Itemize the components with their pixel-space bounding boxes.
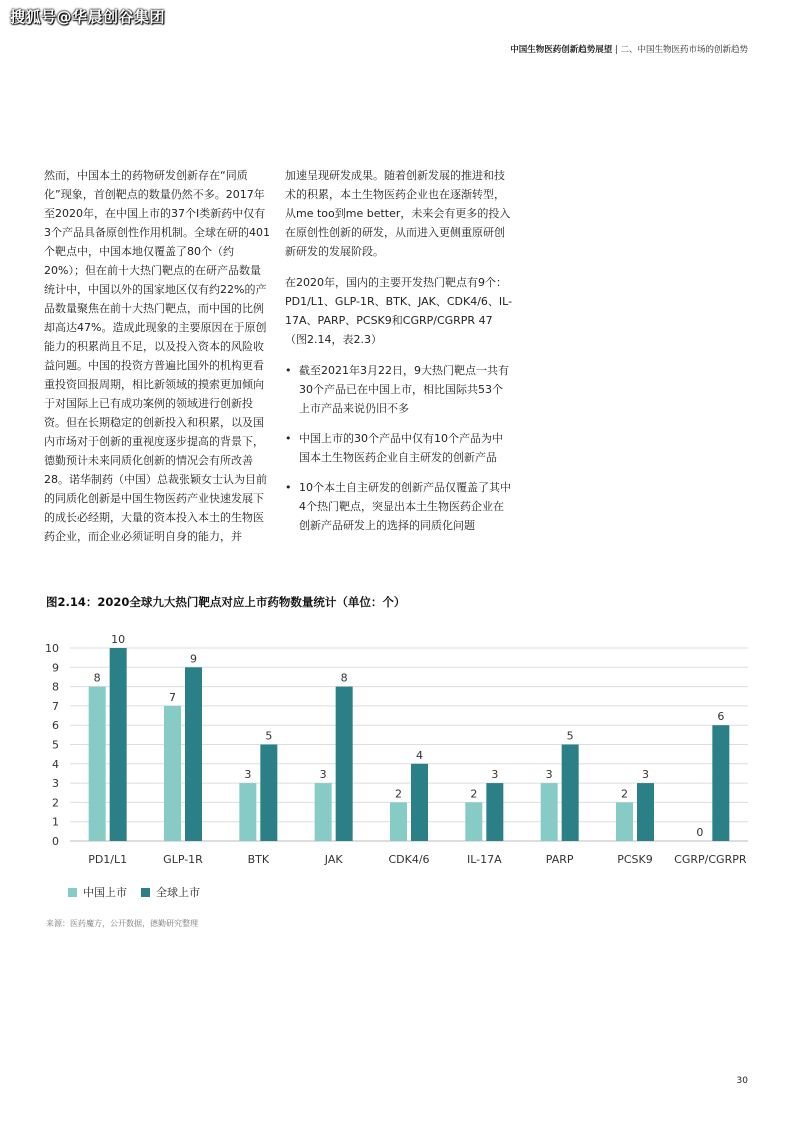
- x-tick-label: PARP: [545, 853, 574, 866]
- y-tick-label: 5: [52, 738, 59, 752]
- page-number: 30: [736, 1076, 748, 1086]
- bar-global: [562, 745, 579, 842]
- left-paragraph: 然而，中国本土的药物研发创新存在“同质化”现象，首创靶点的数量仍然不多。2017年至2020年，在中国上市的37个I类新药中仅有3个产品具备原创性作用机制。全球在研的401个靶点中，中国本地仅覆盖了80个（约20%）；但在前十大热门靶点的在研产品数量统计中，中国以外的国家地区仅有约22%的产品数量聚焦在前十大热门靶点，而中国的比例却高达47%。造成此现象的主要原因在于原创能力的积累尚且不足，以及投入资本的风险收益问题。中国的投资方普遍比国外的机构更看重投资回报周期，相比新领域的摸索更加倾向于对国际上已有成功案例的领域进行创新投资。但在长期稳定的创新投入和积累，以及国内市场对于创新的重视度逐步提高的背景下，德勤预计未来同质化创新的情况会有所改善28。诺华制药（中国）总裁张颖女士认为目前的同质化创新是中国生物医药产业快速发展下的成长必经期，大量的资本投入本土的生物医药企业，而企业必须证明自身的能力，并: [44, 169, 270, 543]
- data-label: 5: [566, 729, 574, 743]
- x-tick-label: GLP-1R: [163, 853, 203, 866]
- bar-global: [185, 667, 202, 841]
- y-tick-label: 2: [52, 796, 59, 810]
- data-label: 3: [545, 768, 553, 782]
- legend-item-global: [141, 884, 200, 900]
- y-tick-label: 8: [52, 680, 59, 694]
- y-tick-label: 6: [52, 719, 59, 733]
- y-tick-label: 3: [52, 777, 59, 791]
- legend-swatch-china: [68, 888, 77, 897]
- bar-global: [110, 648, 127, 841]
- data-label: 4: [416, 748, 423, 762]
- legend-item-china: [68, 884, 127, 900]
- bar-china: [164, 706, 181, 841]
- bar-china: [616, 802, 633, 841]
- legend-swatch-global: [141, 888, 150, 897]
- data-label: 0: [696, 826, 704, 839]
- source-note: 来源：医药魔方，公开数据，德勤研究整理: [46, 919, 198, 928]
- data-label: 3: [319, 768, 327, 782]
- running-header: [510, 43, 748, 55]
- y-tick-label: 9: [52, 661, 59, 675]
- data-label: 8: [93, 671, 101, 685]
- bar-global: [260, 745, 277, 842]
- bar-china: [315, 783, 332, 841]
- legend-label-global: 全球上市: [156, 886, 200, 899]
- data-label: 8: [340, 671, 348, 685]
- bullet-list: [285, 361, 513, 535]
- data-label: 2: [621, 787, 628, 801]
- header-section: 二、中国生物医药市场的创新趋势: [620, 45, 748, 55]
- x-tick-label: CDK4/6: [388, 853, 430, 866]
- bar-global: [486, 783, 503, 841]
- header-title: 中国生物医药创新趋势展望: [510, 45, 613, 55]
- bullet-item: • 截至2021年3月22日，9大热门靶点一共有30个产品已在中国上市，相比国际共53个上市产品来说仍旧不多: [285, 361, 513, 418]
- data-label: 7: [169, 690, 176, 704]
- left-column: [44, 166, 270, 558]
- x-tick-label: BTK: [247, 853, 270, 866]
- data-label: 10: [111, 633, 126, 646]
- bar-global: [336, 687, 353, 841]
- y-tick-label: 10: [45, 642, 59, 655]
- data-label: 3: [491, 768, 499, 782]
- chart-legend: [68, 884, 200, 900]
- data-label: 5: [265, 729, 273, 743]
- bar-global: [637, 783, 654, 841]
- x-tick-label: PCSK9: [617, 853, 653, 866]
- x-tick-label: IL-17A: [466, 853, 502, 866]
- right-paragraph-1: 加速呈现研发成果。随着创新发展的推进和技术的积累，本土生物医药企业也在逐渐转型，从me too到me better，未来会有更多的投入在原创性创新的研发，从而进入更侧重原研创新研发的发展阶段。: [285, 169, 511, 258]
- data-label: 3: [642, 768, 649, 782]
- data-label: 9: [190, 652, 197, 666]
- right-paragraph-2: 在2020年，国内的主要开发热门靶点有9个：PD1/L1、GLP-1R、BTK、JAK、CDK4/6、IL-17A、PARP、PCSK9和CGRP/CGRPR 47（图2.14，表2.3）: [285, 276, 513, 346]
- bar-chart: [40, 620, 760, 875]
- y-tick-label: 1: [52, 815, 59, 829]
- bar-china: [541, 783, 558, 841]
- bullet-item: • 中国上市的30个产品中仅有10个产品为中国本土生物医药企业自主研发的创新产品: [285, 429, 513, 467]
- data-label: 2: [395, 787, 402, 801]
- bar-global: [411, 764, 428, 841]
- data-label: 2: [470, 787, 478, 801]
- bar-china: [390, 802, 407, 841]
- bar-china: [89, 687, 106, 841]
- x-tick-label: JAK: [324, 853, 343, 866]
- data-label: 6: [717, 710, 725, 724]
- bar-global: [712, 725, 729, 841]
- bar-china: [239, 783, 256, 841]
- x-tick-label: PD1/L1: [88, 853, 128, 866]
- right-column: [285, 166, 513, 546]
- figure-title: 图2.14：2020全球九大热门靶点对应上市药物数量统计（单位：个）: [46, 595, 406, 609]
- bar-china: [465, 802, 482, 841]
- watermark: 搜狐号@华晨创谷集团: [10, 8, 166, 26]
- header-separator: |: [614, 45, 618, 55]
- y-tick-label: 7: [52, 699, 59, 713]
- legend-label-china: 中国上市: [83, 886, 127, 899]
- data-label: 3: [244, 768, 252, 782]
- bullet-item: • 10个本土自主研发的创新产品仅覆盖了其中4个热门靶点，突显出本土生物医药企业在创新产品研发上的选择的同质化问题: [285, 478, 513, 535]
- x-tick-label: CGRP/CGRPR: [674, 853, 747, 866]
- y-tick-label: 4: [52, 757, 59, 771]
- y-tick-label: 0: [52, 835, 59, 848]
